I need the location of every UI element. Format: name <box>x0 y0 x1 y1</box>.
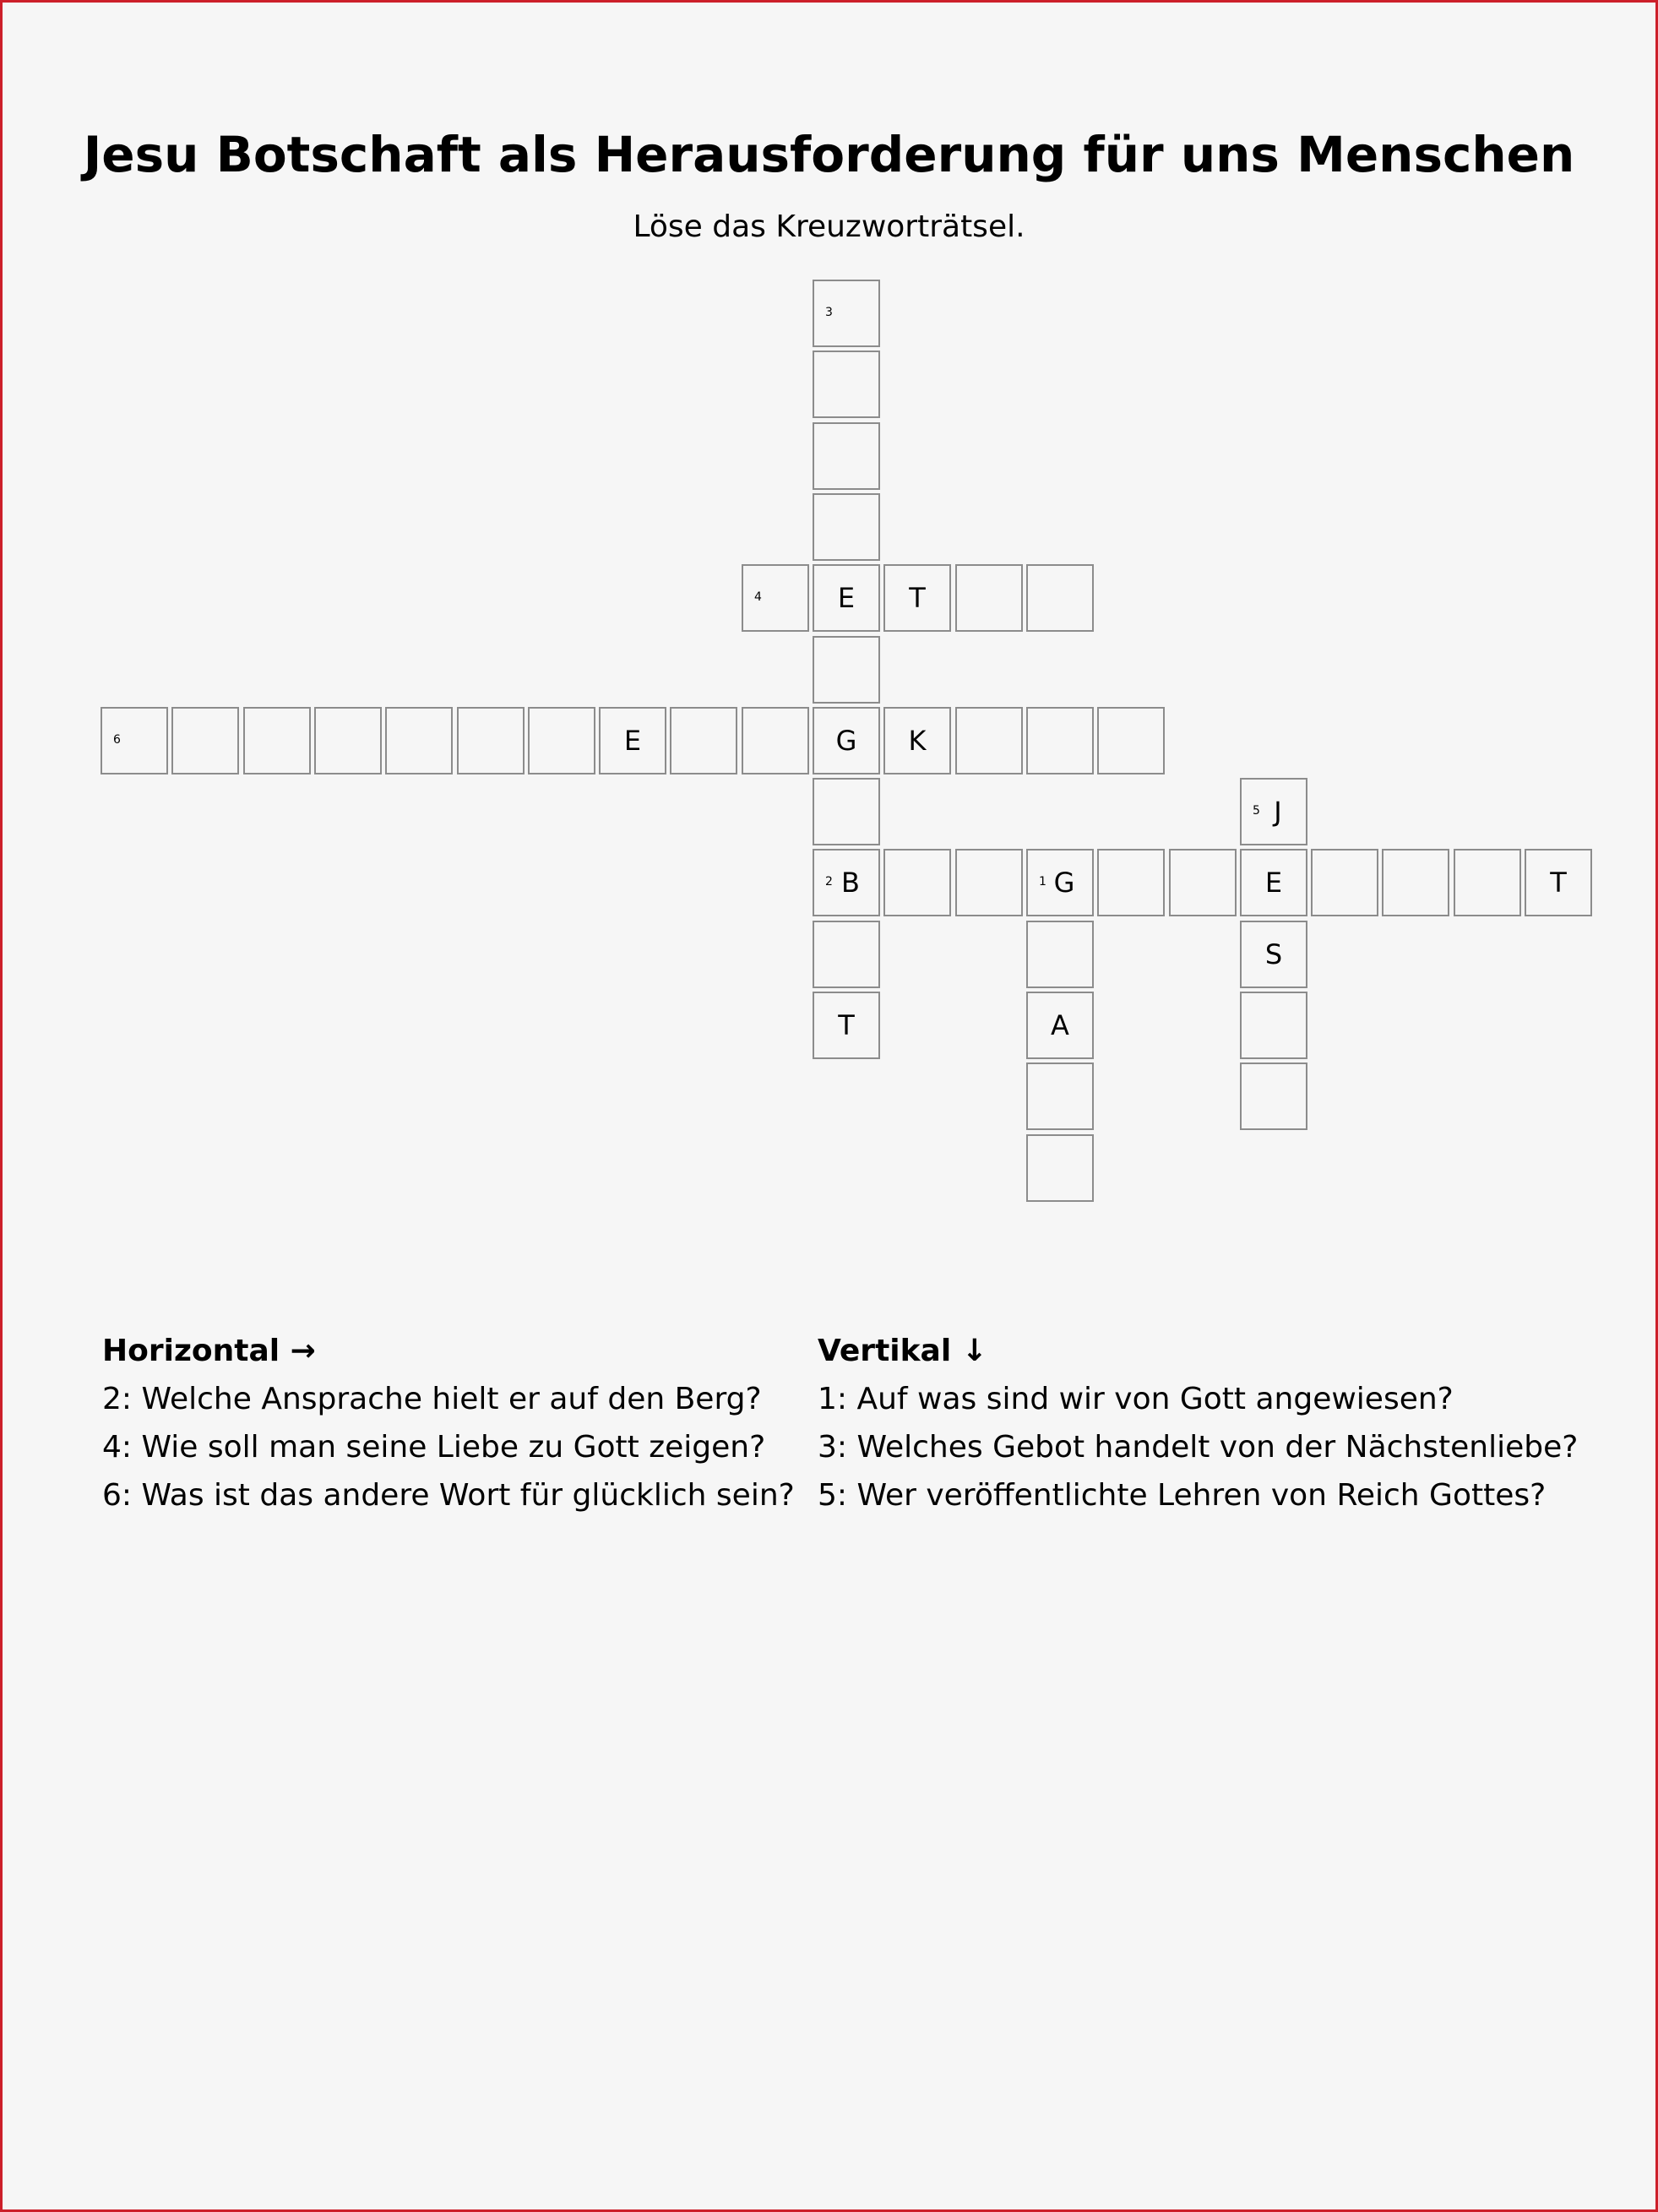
cell-letter: E <box>1264 867 1283 899</box>
cell-letter: A <box>1051 1009 1069 1041</box>
grid-cell[interactable] <box>742 707 809 774</box>
cell-letter: T <box>1550 867 1567 899</box>
grid-cell[interactable] <box>813 564 880 632</box>
cell-letter: B <box>841 867 860 899</box>
grid-cell[interactable] <box>1311 849 1378 916</box>
instruction-text: Löse das Kreuzworträtsel. <box>633 209 1025 244</box>
clue-vertical-5: 5: Wer veröffentlichte Lehren von Reich Gottes? <box>818 1478 1547 1513</box>
grid-cell[interactable] <box>813 422 880 490</box>
cell-letter: G <box>835 725 857 757</box>
grid-cell[interactable] <box>1525 849 1592 916</box>
clue-number: 1 <box>1039 875 1046 889</box>
grid-cell[interactable] <box>955 849 1023 916</box>
grid-cell[interactable] <box>1026 564 1094 632</box>
grid-cell[interactable] <box>1240 1063 1307 1130</box>
crossword-grid <box>3 3 1658 1269</box>
cell-letter: J <box>1274 796 1282 828</box>
grid-cell[interactable] <box>813 493 880 561</box>
cell-letter: K <box>908 725 927 757</box>
clue-number: 5 <box>1253 804 1260 818</box>
clue-number: 4 <box>754 590 762 604</box>
horizontal-clues <box>102 1327 795 1519</box>
grid-cell[interactable] <box>813 778 880 845</box>
grid-cell[interactable] <box>1026 921 1094 988</box>
grid-cell[interactable] <box>243 707 311 774</box>
grid-cell[interactable] <box>1026 707 1094 774</box>
cell-letter: T <box>838 1009 855 1041</box>
grid-cell[interactable] <box>1454 849 1521 916</box>
grid-cell[interactable] <box>883 564 951 632</box>
vertical-clues <box>818 1327 1578 1519</box>
grid-cell[interactable] <box>813 280 880 347</box>
clue-vertical-1: 1: Auf was sind wir von Gott angewiesen? <box>818 1382 1454 1416</box>
grid-cell[interactable] <box>1240 849 1307 916</box>
clue-horizontal-6: 6: Was ist das andere Wort für glücklich sein? <box>102 1478 795 1513</box>
grid-cell[interactable] <box>813 849 880 916</box>
clue-horizontal-4: 4: Wie soll man seine Liebe zu Gott zeigen? <box>102 1430 766 1465</box>
cell-letter: T <box>909 582 926 614</box>
grid-cell[interactable] <box>599 707 666 774</box>
grid-cell[interactable] <box>955 564 1023 632</box>
clue-horizontal-2: 2: Welche Ansprache hielt er auf den Berg? <box>102 1382 762 1416</box>
grid-cell[interactable] <box>1169 849 1237 916</box>
cell-letter: E <box>623 725 642 757</box>
grid-cell[interactable] <box>813 636 880 704</box>
grid-cell[interactable] <box>101 707 168 774</box>
grid-cell[interactable] <box>1240 778 1307 845</box>
vertical-heading: Vertikal ↓ <box>818 1334 987 1368</box>
grid-cell[interactable] <box>385 707 453 774</box>
grid-cell[interactable] <box>1026 1134 1094 1202</box>
cell-letter: G <box>1053 867 1075 899</box>
grid-cell[interactable] <box>813 921 880 988</box>
horizontal-heading: Horizontal → <box>102 1334 316 1368</box>
clue-vertical-3: 3: Welches Gebot handelt von der Nächstenliebe? <box>818 1430 1579 1465</box>
grid-cell[interactable] <box>883 849 951 916</box>
grid-cell[interactable] <box>171 707 239 774</box>
grid-cell[interactable] <box>314 707 382 774</box>
grid-cell[interactable] <box>955 707 1023 774</box>
page-title: Jesu Botschaft als Herausforderung für uns Menschen <box>83 126 1575 183</box>
grid-cell[interactable] <box>813 351 880 418</box>
cell-letter: S <box>1264 938 1283 970</box>
grid-cell[interactable] <box>1097 707 1165 774</box>
clue-number: 3 <box>825 306 833 319</box>
grid-cell[interactable] <box>1097 849 1165 916</box>
grid-cell[interactable] <box>1026 1063 1094 1130</box>
grid-cell[interactable] <box>1026 992 1094 1059</box>
grid-cell[interactable] <box>1026 849 1094 916</box>
grid-cell[interactable] <box>670 707 737 774</box>
grid-cell[interactable] <box>528 707 595 774</box>
clue-number: 2 <box>825 875 833 889</box>
grid-cell[interactable] <box>813 707 880 774</box>
grid-cell[interactable] <box>1240 992 1307 1059</box>
grid-cell[interactable] <box>1382 849 1449 916</box>
grid-cell[interactable] <box>883 707 951 774</box>
grid-cell[interactable] <box>1240 921 1307 988</box>
cell-letter: E <box>837 582 856 614</box>
clue-number: 6 <box>113 733 121 747</box>
grid-cell[interactable] <box>742 564 809 632</box>
grid-cell[interactable] <box>457 707 525 774</box>
grid-cell[interactable] <box>813 992 880 1059</box>
